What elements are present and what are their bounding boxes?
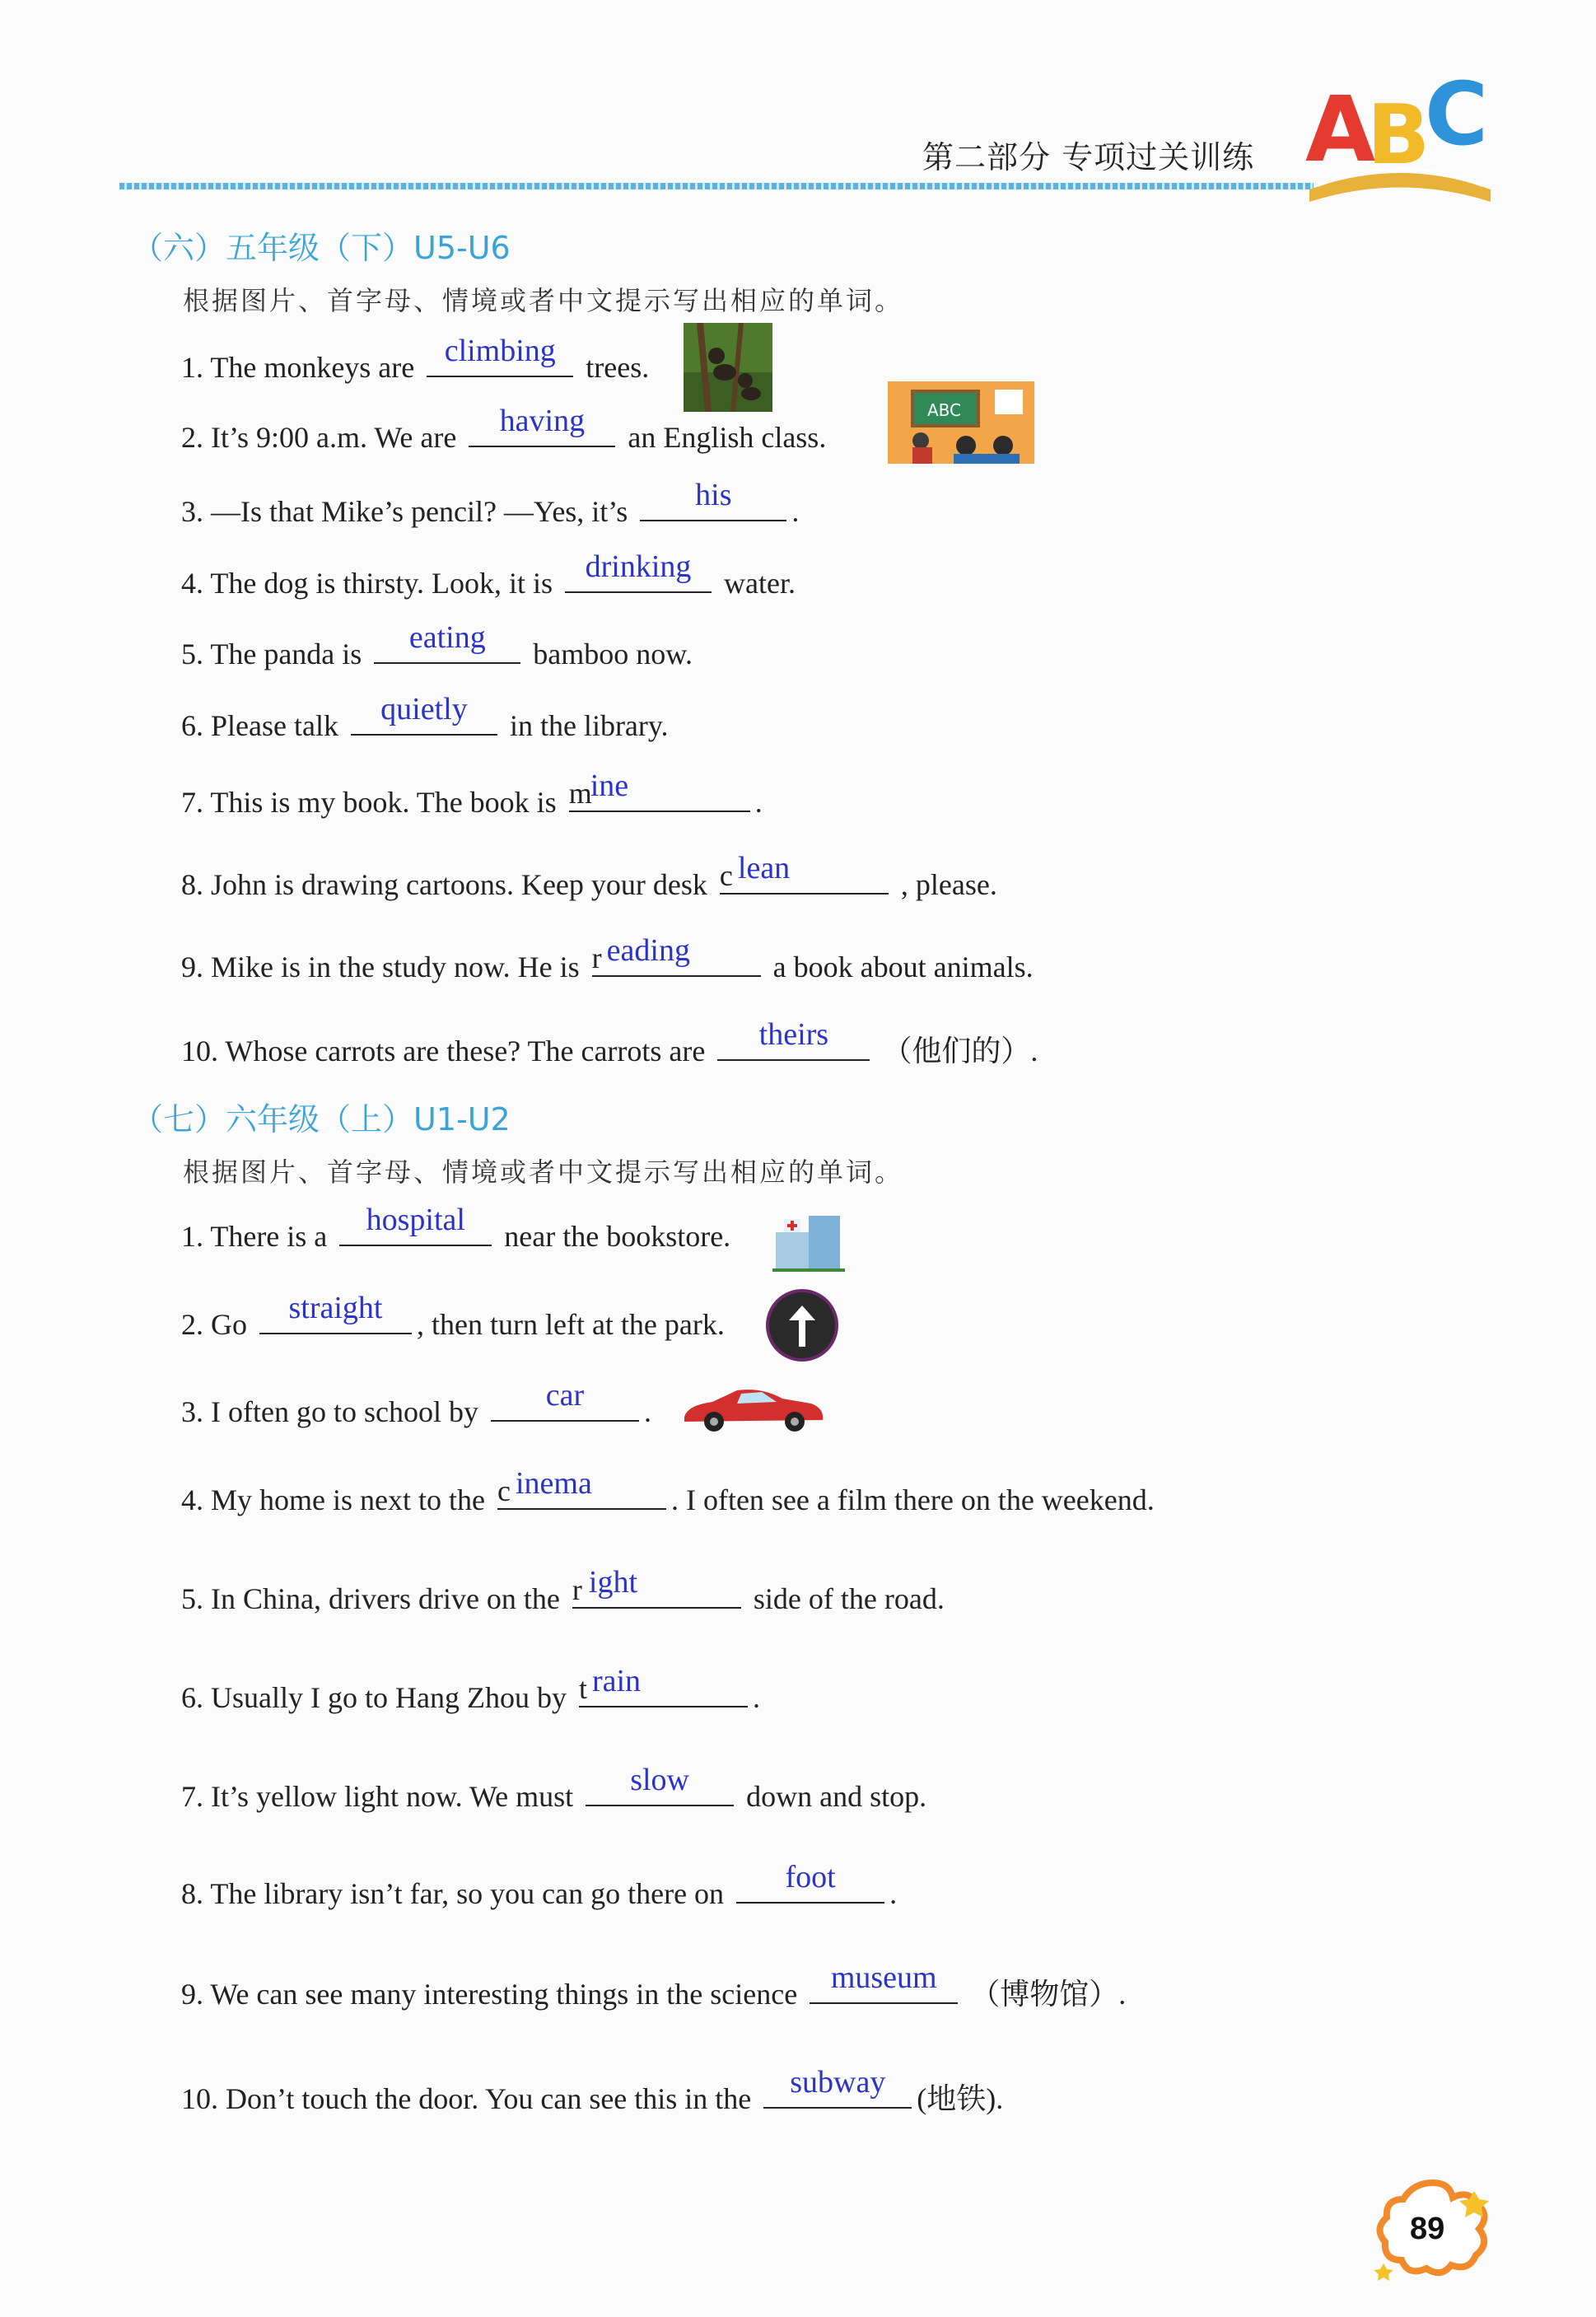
s6-q8-answer: lean [737,851,791,885]
s6-q4-blank[interactable] [565,549,712,593]
section6-title: （六）五年级（下）U5-U6 [132,230,511,266]
s6-q9-blank[interactable]: r eading [592,946,761,977]
s7-q7-answer: slow [630,1763,689,1797]
s6-q3-answer: his [695,478,732,512]
s7-question-3: 3. I often go to school by car . [181,1378,651,1428]
s7-q9-answer: museum [830,1960,937,1995]
s6-question-10: 10. Whose carrots are these? The carrots are theirs （他们的）. [181,1017,1038,1067]
red-car-icon [679,1384,828,1435]
s6-q3-blank[interactable] [640,478,786,521]
monkeys-climbing-photo [684,323,772,412]
s7-q9-blank[interactable] [810,1960,958,2004]
s6-q1-answer: climbing [444,334,556,368]
s6-question-7: 7. This is my book. The book is m ine . [181,768,763,819]
s6-q2-answer: having [499,404,586,438]
go-straight-arrow-icon [764,1287,840,1363]
s6-q6-blank[interactable] [351,692,497,736]
s7-question-4: 4. My home is next to the c inema . I often see a film there on the weekend. [181,1466,1155,1516]
s7-q6-blank[interactable]: t rain [579,1676,748,1707]
s7-q6-answer: rain [591,1664,642,1698]
s7-question-1: 1. There is a hospital near the bookstore. [181,1203,731,1253]
s7-question-9: 9. We can see many interesting things in the science museum （博物馆）. [181,1960,1127,2011]
s7-q3-blank[interactable] [491,1378,639,1422]
s7-q2-answer: straight [288,1291,383,1325]
section6-instruction: 根据图片、首字母、情境或者中文提示写出相应的单词。 [183,285,904,316]
s6-question-6: 6. Please talk quietly in the library. [181,692,669,742]
s7-question-7: 7. It’s yellow light now. We must slow down and stop. [181,1763,927,1813]
s7-q1-blank[interactable] [339,1203,492,1246]
s6-q5-answer: eating [408,620,486,655]
s7-question-10: 10. Don’t touch the door. You can see this in the subway (地铁). [181,2065,1004,2115]
s7-q8-blank[interactable] [736,1860,884,1904]
s6-q10-blank[interactable] [717,1017,870,1061]
s7-q4-answer: inema [515,1466,592,1501]
s6-question-2: 2. It’s 9:00 a.m. We are having an English class. [181,404,827,454]
header-title: 第二部分 专项过关训练 [922,139,1255,175]
s6-q4-answer: drinking [585,549,692,584]
section7-title: （七）六年级（上）U1-U2 [132,1101,511,1137]
s6-question-9: 9. Mike is in the study now. He is r eading a book about animals. [181,933,1034,983]
s6-q2-blank[interactable] [469,404,615,447]
header-divider [119,183,1314,189]
s7-question-5: 5. In China, drivers drive on the r ight side of the road. [181,1565,945,1615]
section7-instruction: 根据图片、首字母、情境或者中文提示写出相应的单词。 [183,1156,904,1188]
s6-q8-blank[interactable]: c lean [720,863,889,895]
svg-text:C: C [1425,66,1489,165]
s7-q8-answer: foot [785,1860,836,1894]
s6-q7-answer: ine [590,768,629,803]
s6-question-4: 4. The dog is thirsty. Look, it is drinking water. [181,549,796,600]
s6-question-8: 8. John is drawing cartoons. Keep your desk c lean , please. [181,851,997,901]
abc-book-logo [1301,66,1499,206]
s7-q2-blank[interactable] [259,1291,412,1334]
s7-question-2: 2. Go straight , then turn left at the park. [181,1291,725,1341]
s7-question-8: 8. The library isn’t far, so you can go there on foot . [181,1860,898,1910]
page-number: 89 [1410,2212,1445,2246]
s6-question-3: 3. —Is that Mike’s pencil? —Yes, it’s his . [181,478,800,528]
s7-q10-blank[interactable] [763,2065,912,2109]
s7-q5-blank[interactable]: r ight [572,1577,741,1609]
s7-question-6: 6. Usually I go to Hang Zhou by t rain . [181,1664,760,1714]
s7-q10-answer: subway [790,2065,886,2100]
s6-q9-answer: eading [606,933,690,968]
s6-q7-blank[interactable]: m ine [569,781,750,812]
english-class-picture [888,381,1034,464]
svg-text:A: A [1305,77,1376,182]
s7-q4-blank[interactable]: c inema [497,1478,666,1510]
s7-q5-answer: ight [588,1565,638,1600]
s7-q1-answer: hospital [366,1203,465,1237]
s6-q10-answer: theirs [758,1017,829,1052]
s6-q1-blank[interactable] [427,334,573,377]
svg-text:B: B [1367,86,1430,183]
svg-text:ABC: ABC [927,400,962,420]
s6-question-1: 1. The monkeys are climbing trees. [181,334,650,384]
s6-q6-answer: quietly [380,692,468,726]
s7-q3-answer: car [545,1378,585,1413]
hospital-building-icon [772,1208,845,1273]
s6-question-5: 5. The panda is eating bamboo now. [181,620,693,670]
s6-q5-blank[interactable] [374,620,520,664]
s7-q7-blank[interactable] [586,1763,734,1806]
